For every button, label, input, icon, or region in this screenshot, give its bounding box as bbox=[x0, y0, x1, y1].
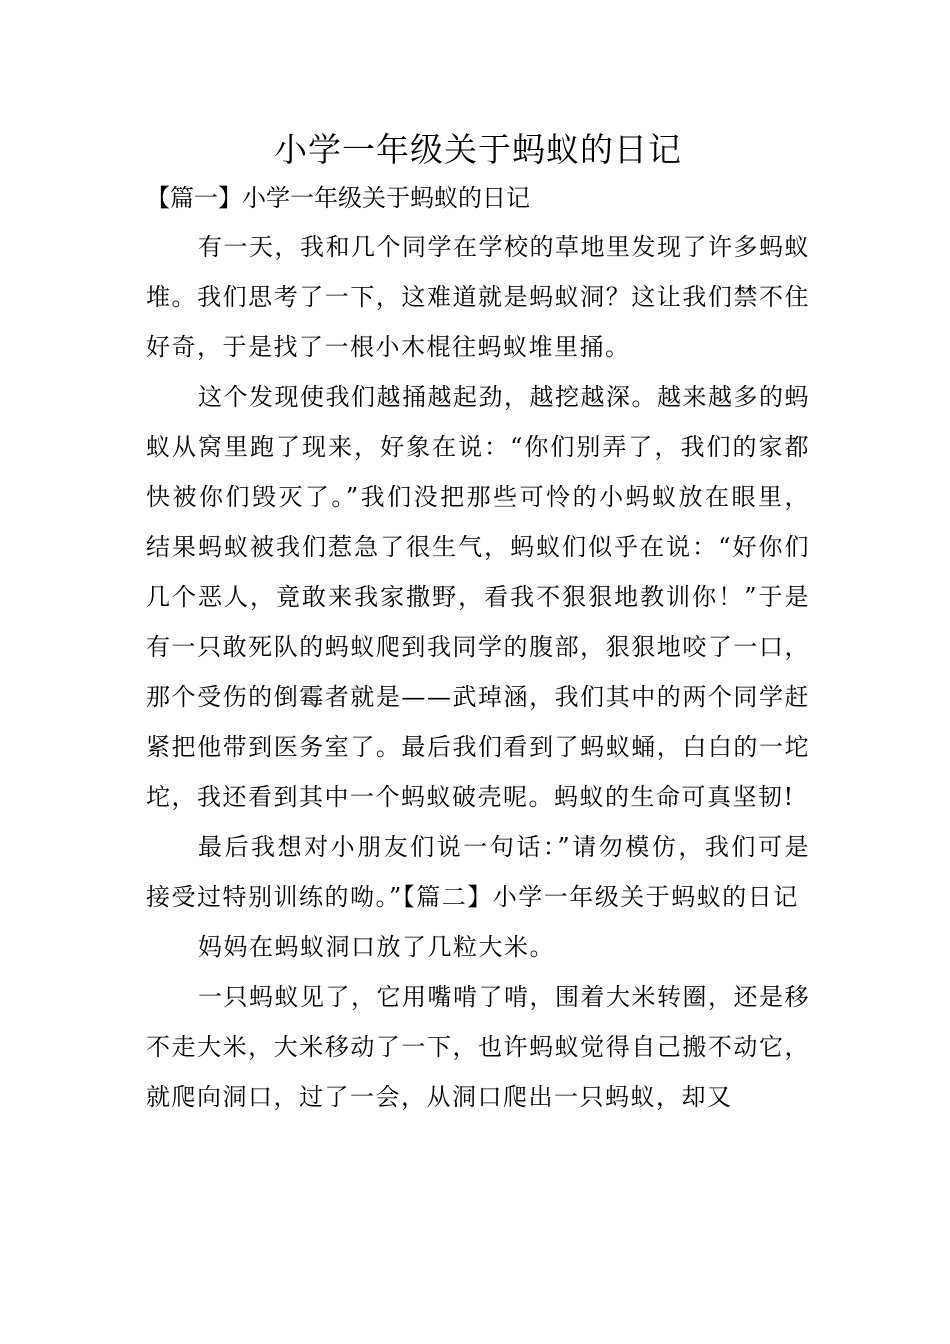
document-body bbox=[146, 122, 810, 1122]
paragraph-5: 一只蚂蚁见了，它用嘴啃了啃，围着大米转圈，还是移不走大米，大米移动了一下，也许蚂蚁觉得自己搬不动它，就爬向洞口，过了一会，从洞口爬出一只蚂蚁，却又 bbox=[146, 983, 810, 1111]
paragraph-2: 这个发现使我们越捅越起劲，越挖越深。越来越多的蚂蚁从窝里跑了现来，好象在说：“你们别弄了，我们的家都快被你们毁灭了。”我们没把那些可怜的小蚂蚁放在眼里，结果蚂蚁被我们惹急了很生气，蚂蚁们似乎在说：“好你们几个恶人，竟敢来我家撒野，看我不狠狠地教训你！”于是有一只敢死队的蚂蚁爬到我同学的腹部，狠狠地咬了一口，那个受伤的倒霉者就是——武琸涵，我们其中的两个同学赶紧把他带到医务室了。最后我们看到了蚂蚁蛹，白白的一坨坨，我还看到其中一个蚂蚁破壳呢。蚂蚁的生命可真坚韧! bbox=[146, 383, 810, 811]
paragraph-3: 最后我想对小朋友们说一句话：”请勿模仿，我们可是接受过特别训练的呦。”【篇二】小学一年级关于蚂蚁的日记 bbox=[146, 833, 810, 911]
paragraph-1: 有一天，我和几个同学在学校的草地里发现了许多蚂蚁堆。我们思考了一下，这难道就是蚂蚁洞？这让我们禁不住好奇，于是找了一根小木棍往蚂蚁堆里捅。 bbox=[146, 233, 810, 361]
document-title: 小学一年级关于蚂蚁的日记 bbox=[274, 130, 682, 169]
paragraph-4: 妈妈在蚂蚁洞口放了几粒大米。 bbox=[198, 933, 555, 961]
section-heading: 【篇一】小学一年级关于蚂蚁的日记 bbox=[146, 184, 530, 212]
